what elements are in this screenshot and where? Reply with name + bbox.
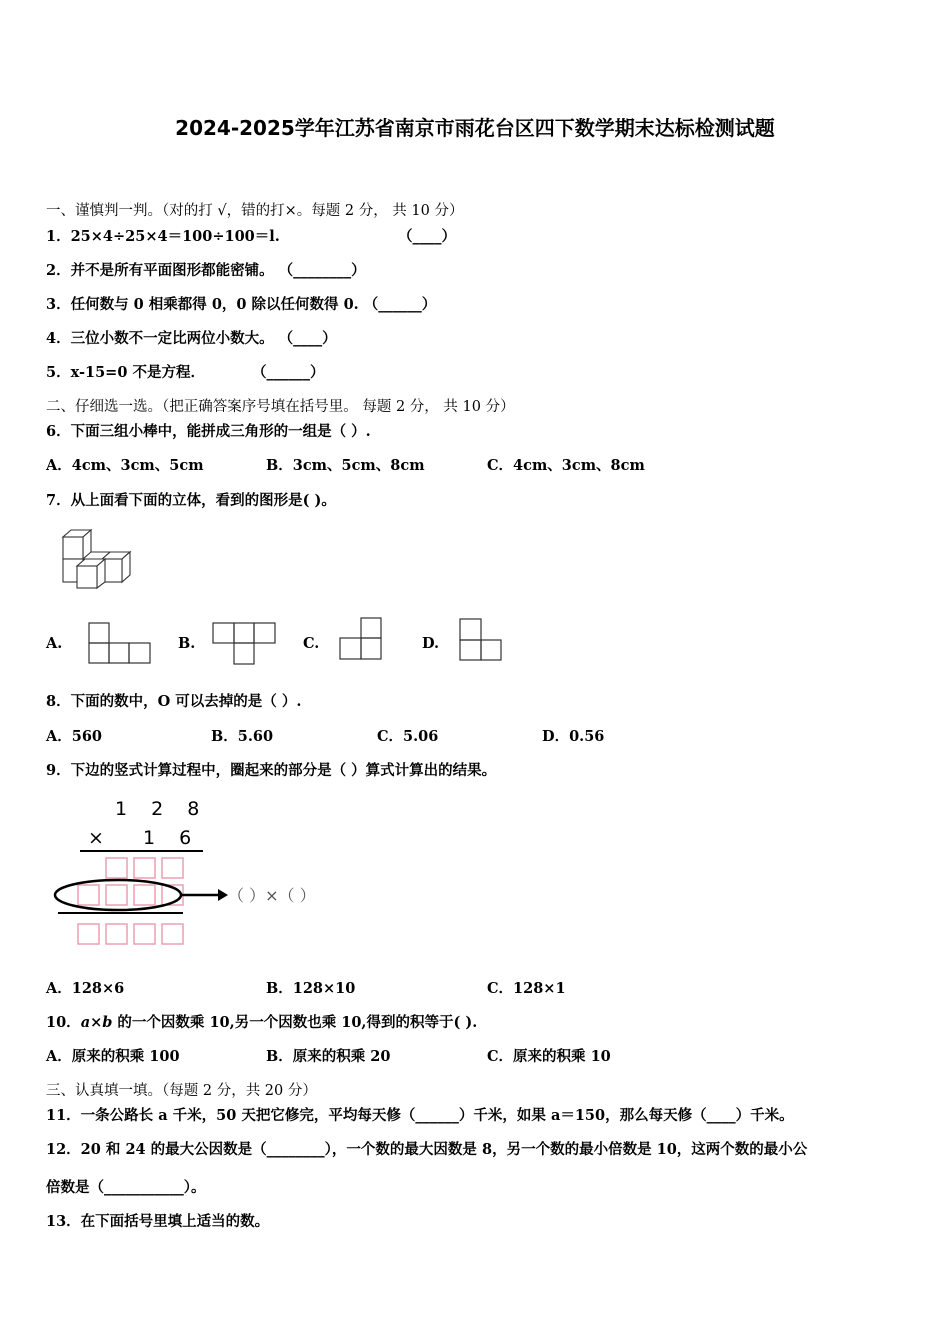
q10-text: 的一个因数乘 10,另一个因数也乘 10,得到的积等于( ).	[112, 1014, 478, 1031]
question-8: 8．下面的数中，O 可以去掉的是（ ）.	[46, 693, 302, 710]
q7-option-b-label: B.	[178, 635, 196, 652]
digit-box	[78, 885, 99, 905]
section2-heading: 二、仔细选一选。（把正确答案序号填在括号里。 每题 2 分， 共 10 分）	[46, 399, 515, 415]
vertical-multiplication-figure	[48, 795, 408, 955]
q7-option-a-label: A.	[46, 635, 63, 652]
question-13: 13．在下面括号里填上适当的数。	[46, 1213, 270, 1230]
q7-option-c-label: C.	[303, 635, 320, 652]
question-6: 6．下面三组小棒中，能拼成三角形的一组是（ ）.	[46, 423, 371, 440]
q7-option-d-figure	[459, 618, 503, 662]
q6-option-a: A．4cm、3cm、5cm	[46, 457, 204, 474]
q9-option-c: C．128×1	[487, 980, 566, 997]
section3-heading: 三、认真填一填。（每题 2 分，共 20 分）	[46, 1083, 317, 1099]
question-12-line2: 倍数是（___________）。	[46, 1179, 206, 1196]
question-3: 3．任何数与 0 相乘都得 0，0 除以任何数得 0. （______）	[46, 296, 437, 313]
question-11: 11．一条公路长 a 千米，50 天把它修完，平均每天修（______）千米，如果 a＝150，那么每天修（____）千米。	[46, 1107, 794, 1124]
q10-prefix: 10．	[46, 1014, 81, 1031]
q7-option-d-label: D.	[422, 635, 440, 652]
calc-row2: 1 6	[143, 827, 201, 849]
digit-box	[78, 924, 99, 944]
q8-option-c: C．5.06	[377, 728, 439, 745]
calc-arrow-text: （ ）×（ ）	[228, 886, 316, 905]
q7-option-c-figure	[339, 617, 383, 661]
calc-row1: 1 2 8	[115, 798, 209, 820]
question-12-line1: 12．20 和 24 的最大公因数是（________），一个数的最大因数是 8，另一个数的最小倍数是 10，这两个数的最小公	[46, 1141, 808, 1158]
page-title: 2024-2025学年江苏省南京市雨花台区四下数学期末达标检测试题	[175, 116, 775, 140]
q7-option-a-figure	[88, 622, 152, 664]
q6-option-c: C．4cm、3cm、8cm	[487, 457, 645, 474]
question-5: 5．x-15=0 不是方程．	[46, 364, 205, 381]
question-5-blank: （______）	[252, 364, 325, 381]
digit-box	[106, 924, 127, 944]
question-9: 9．下边的竖式计算过程中，圈起来的部分是（ ）算式计算出的结果。	[46, 762, 497, 779]
q9-option-b: B．128×10	[266, 980, 356, 997]
question-7: 7．从上面看下面的立体，看到的图形是( )。	[46, 492, 336, 509]
q10-expression: a×b	[80, 1014, 113, 1031]
q10-option-a: A．原来的积乘 100	[46, 1048, 180, 1065]
digit-box	[162, 924, 183, 944]
q7-option-b-figure	[212, 622, 276, 666]
question-2: 2．并不是所有平面图形都能密铺。 （________）	[46, 262, 366, 279]
cube-stack-figure	[60, 528, 135, 590]
calc-times: ×	[88, 827, 104, 849]
digit-box	[134, 924, 155, 944]
digit-box	[106, 885, 127, 905]
question-1: 1．25×4÷25×4＝100÷100＝l.	[46, 228, 280, 245]
q10-option-c: C．原来的积乘 10	[487, 1048, 611, 1065]
q6-option-b: B．3cm、5cm、8cm	[266, 457, 425, 474]
q8-option-a: A．560	[46, 728, 103, 745]
section1-heading: 一、谨慎判一判。（对的打 √，错的打×。每题 2 分， 共 10 分）	[46, 203, 464, 219]
question-4: 4．三位小数不一定比两位小数大。 （____）	[46, 330, 337, 347]
digit-box	[162, 858, 183, 878]
digit-box	[134, 885, 155, 905]
q8-option-b: B．5.60	[211, 728, 274, 745]
q10-option-b: B．原来的积乘 20	[266, 1048, 391, 1065]
q8-option-d: D．0.56	[542, 728, 605, 745]
question-10	[46, 1013, 477, 1033]
digit-box	[134, 858, 155, 878]
digit-box	[106, 858, 127, 878]
q9-option-a: A．128×6	[46, 980, 125, 997]
question-1-blank: （____）	[398, 228, 456, 245]
